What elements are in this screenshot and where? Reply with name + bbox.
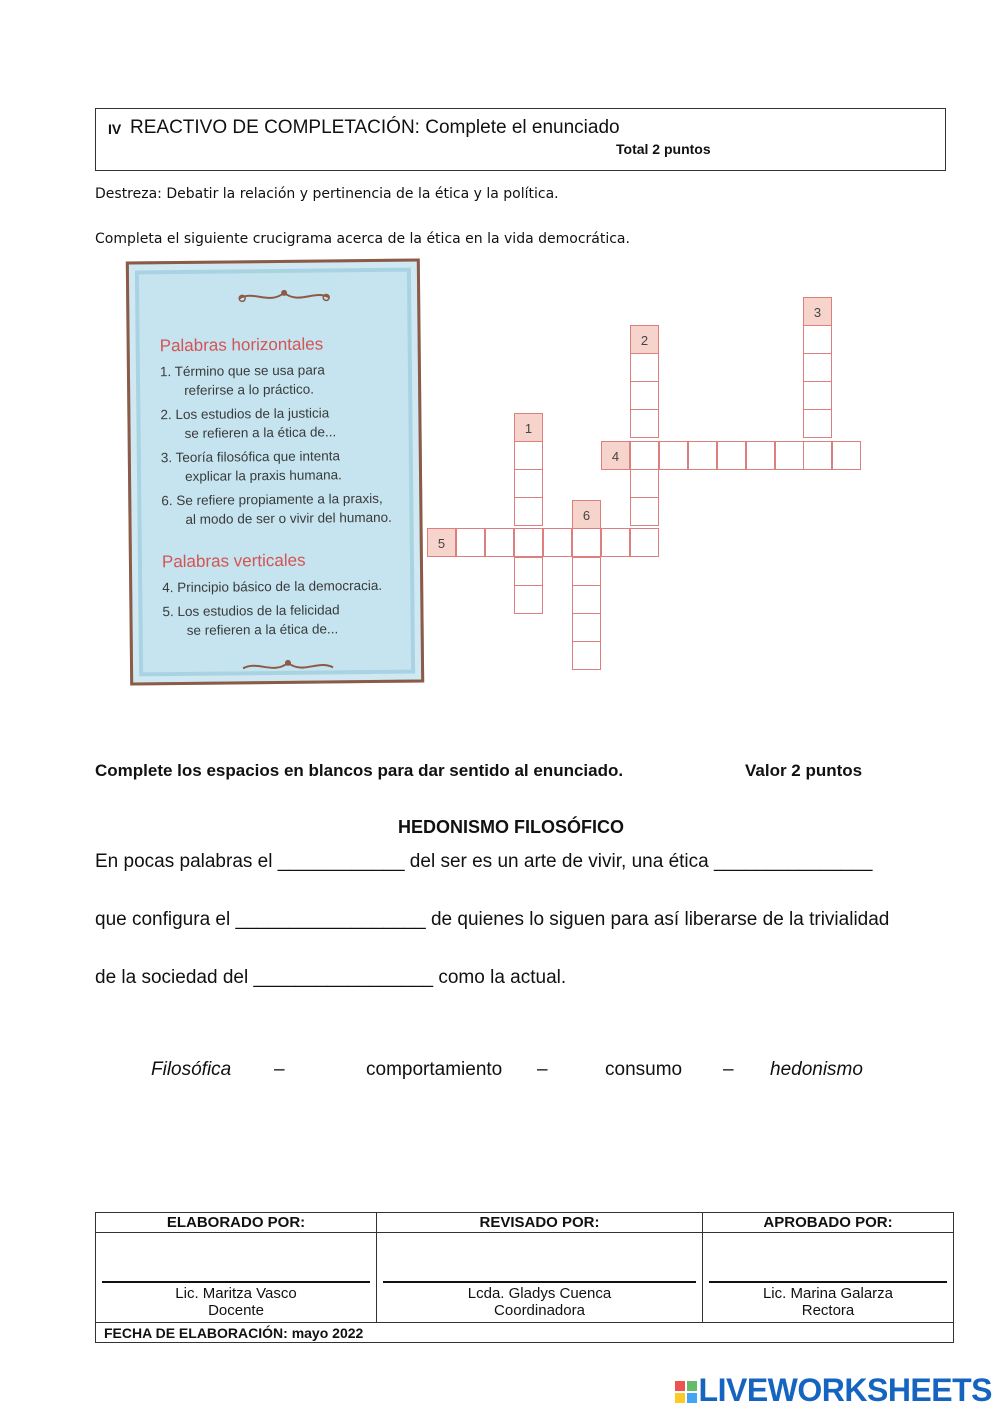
clue-panel — [126, 258, 424, 685]
crossword-cell[interactable] — [803, 409, 832, 438]
clue-v5 — [162, 599, 422, 640]
signer-role-2: Coordinadora — [494, 1301, 585, 1319]
horizontal-title: Palabras horizontales — [159, 334, 324, 356]
signature-cell-2 — [377, 1233, 703, 1323]
section2-instruction: Complete los espacios en blancos para dar sentido al enunciado. — [95, 761, 624, 780]
fill-line-2: que configura el __________________ de quienes lo siguen para así liberarse de la trivialidad — [95, 909, 890, 930]
word-option-4: hedonismo — [770, 1059, 863, 1080]
signer-name-1: Lic. Maritza Vasco — [175, 1284, 297, 1302]
crossword-cell[interactable] — [630, 353, 659, 382]
crossword-cell[interactable] — [572, 641, 601, 670]
skill-text: Destreza: Debatir la relación y pertinencia de la ética y la política. — [95, 186, 559, 202]
word-separator: – — [723, 1059, 734, 1080]
fill-line-3: de la sociedad del _________________ como la actual. — [95, 967, 567, 988]
crossword-cell[interactable] — [572, 528, 601, 557]
clue-v4: 4. Principio básico de la democracia. — [162, 577, 383, 596]
cell-number-3: 3 — [803, 297, 832, 326]
cell-number-5: 5 — [427, 528, 456, 557]
signature-cell-3 — [703, 1233, 954, 1323]
crossword-cell[interactable] — [775, 441, 804, 470]
crossword-cell[interactable] — [514, 441, 543, 470]
crossword-cell[interactable] — [514, 469, 543, 498]
liveworksheets-logo-text: LIVEWORKSHEETS — [698, 1372, 992, 1408]
crossword-cell[interactable] — [514, 557, 543, 586]
signer-name-3: Lic. Marina Galarza — [762, 1284, 894, 1302]
crossword-cell[interactable] — [572, 557, 601, 586]
crossword-cell[interactable] — [803, 325, 832, 354]
crossword-cell[interactable] — [514, 585, 543, 614]
signer-role-3: Rectora — [801, 1301, 855, 1319]
crossword-cell[interactable] — [630, 409, 659, 438]
signer-name-2: Lcda. Gladys Cuenca — [467, 1284, 612, 1302]
instruction-text: Completa el siguiente crucigrama acerca de la ética en la vida democrática. — [95, 231, 630, 247]
crossword-cell[interactable] — [717, 441, 746, 470]
crossword-cell[interactable] — [659, 441, 688, 470]
header-elaborado: ELABORADO POR: — [96, 1213, 377, 1233]
crossword-cell[interactable] — [803, 353, 832, 382]
crossword-cell[interactable] — [688, 441, 717, 470]
section-total: Total 2 puntos — [616, 141, 711, 157]
crossword-cell[interactable] — [630, 497, 659, 526]
crossword-cell[interactable] — [630, 528, 659, 557]
cell-number-4: 4 — [601, 441, 630, 470]
crossword-cell[interactable] — [456, 528, 485, 557]
clue-h6 — [161, 488, 421, 529]
signer-role-1: Docente — [208, 1301, 264, 1319]
clue-v5-line2: se refieren a la ética de... — [186, 621, 339, 638]
word-separator: – — [537, 1059, 548, 1080]
elaboration-date: FECHA DE ELABORACIÓN: mayo 2022 — [96, 1323, 954, 1343]
clue-h3-line2: explicar la praxis humana. — [184, 467, 342, 484]
clue-h6-line1: 6. Se refiere propiamente a la praxis, — [161, 490, 383, 509]
crossword-cell[interactable] — [485, 528, 514, 557]
section2-value: Valor 2 puntos — [745, 761, 863, 780]
section-title: REACTIVO DE COMPLETACIÓN: Complete el enunciado — [130, 117, 620, 138]
header-aprobado: APROBADO POR: — [703, 1213, 954, 1233]
liveworksheets-logo — [675, 1372, 992, 1409]
crossword-cell[interactable] — [514, 497, 543, 526]
section-number: IV — [108, 121, 122, 137]
crossword-cell[interactable] — [832, 441, 861, 470]
signature-table — [95, 1212, 954, 1343]
fill-line-1: En pocas palabras el ____________ del ser es un arte de vivir, una ética _______________ — [95, 851, 873, 872]
clue-h6-line2: al modo de ser o vivir del humano. — [185, 509, 392, 527]
crossword-cell[interactable] — [572, 613, 601, 642]
signature-cell-1 — [96, 1233, 377, 1323]
word-option-1: Filosófica — [151, 1059, 232, 1080]
clue-h3 — [161, 445, 421, 486]
clue-v5-line1: 5. Los estudios de la felicidad — [162, 602, 340, 620]
header-box — [95, 108, 946, 171]
crossword-cell[interactable] — [543, 528, 572, 557]
crossword-cell[interactable] — [803, 381, 832, 410]
crossword-cell[interactable] — [630, 441, 659, 470]
clue-h1 — [160, 359, 420, 400]
clue-panel-inner — [139, 272, 411, 673]
word-separator: – — [274, 1059, 285, 1080]
vertical-title: Palabras verticales — [161, 550, 306, 572]
word-option-2: comportamiento — [366, 1059, 503, 1080]
crossword-cell[interactable] — [572, 585, 601, 614]
cell-number-1: 1 — [514, 413, 543, 442]
header-revisado: REVISADO POR: — [377, 1213, 703, 1233]
crossword-cell[interactable] — [630, 381, 659, 410]
crossword-cell[interactable] — [746, 441, 775, 470]
section2-title: HEDONISMO FILOSÓFICO — [397, 817, 624, 837]
word-option-3: consumo — [605, 1059, 683, 1080]
clue-h2-line2: se refieren a la ética de... — [184, 424, 337, 441]
crossword-cell[interactable] — [514, 528, 543, 557]
crossword-cell[interactable] — [601, 528, 630, 557]
liveworksheets-logo-icon — [675, 1374, 697, 1396]
cell-number-2: 2 — [630, 325, 659, 354]
clue-h2-line1: 2. Los estudios de la justicia — [160, 405, 330, 423]
clue-h2 — [160, 402, 420, 443]
clue-h1-line1: 1. Término que se usa para — [159, 362, 325, 380]
ornament-bottom-icon — [238, 654, 338, 677]
ornament-top-icon — [234, 284, 334, 307]
crossword-cell[interactable] — [630, 469, 659, 498]
cell-number-6: 6 — [572, 500, 601, 529]
crossword-cell[interactable] — [803, 441, 832, 470]
clue-h3-line1: 3. Teoría filosófica que intenta — [160, 448, 341, 466]
clue-h1-line2: referirse a lo práctico. — [184, 381, 315, 398]
